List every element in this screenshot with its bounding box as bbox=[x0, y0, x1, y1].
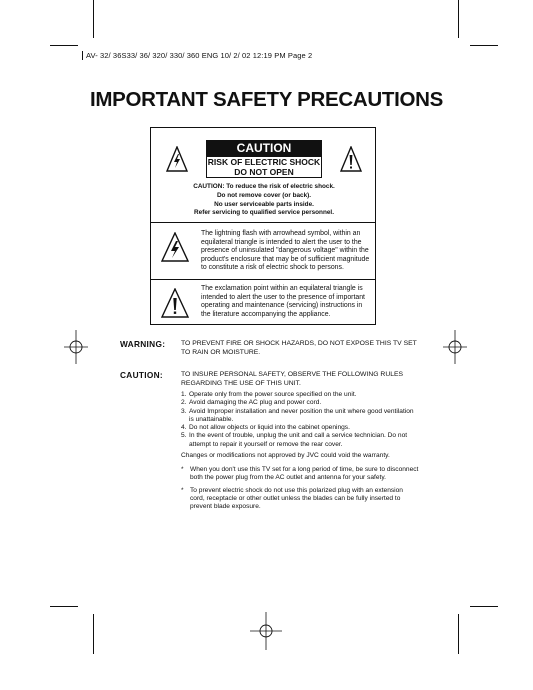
caution-line-4: Refer servicing to qualified service personnel. bbox=[194, 209, 334, 217]
list-item: 5. In the event of trouble, unplug the unit and call a service technician. Do not attempt to repair it yourself or remove the rear cover. bbox=[181, 432, 408, 448]
list-item: 4. Do not allow objects or liquid into the cabinet openings. bbox=[181, 424, 350, 432]
crop-mark-bottom-right-vertical bbox=[458, 614, 459, 654]
warning-label: WARNING: bbox=[120, 339, 166, 349]
crop-mark-bottom-left-vertical bbox=[93, 614, 94, 654]
caution-instructions bbox=[155, 183, 373, 218]
caution-header-bar: CAUTION bbox=[206, 140, 322, 157]
bullet-item: * To prevent electric shock do not use this polarized plug with an extension cord, receptacle or other outlet unless the blades can be fully inserted to prevent blade exposure. bbox=[181, 486, 403, 511]
exclamation-warning-icon bbox=[340, 146, 362, 172]
caution-text: TO INSURE PERSONAL SAFETY, OBSERVE THE FOLLOWING RULES REGARDING THE USE OF THIS UNIT. bbox=[181, 371, 404, 387]
crop-mark-bottom-right-horizontal bbox=[470, 606, 498, 607]
registration-mark-left bbox=[64, 330, 88, 364]
list-item: 3. Avoid Improper installation and never position the unit where good ventilation is unattainable. bbox=[181, 407, 414, 423]
risk-line-2: DO NOT OPEN bbox=[234, 166, 294, 177]
warning-text: TO PREVENT FIRE OR SHOCK HAZARDS, DO NOT EXPOSE THIS TV SET TO RAIN OR MOISTURE. bbox=[181, 340, 417, 356]
exclamation-triangle-icon bbox=[161, 288, 189, 318]
registration-mark-right bbox=[443, 330, 467, 364]
divider bbox=[151, 222, 375, 223]
changes-note: Changes or modifications not approved by JVC could void the warranty. bbox=[181, 452, 390, 459]
risk-of-shock-box bbox=[206, 156, 322, 178]
bullet-item: * When you don't use this TV set for a long period of time, be sure to disconnect both the power plug from the AC outlet and antenna for your safety. bbox=[181, 466, 419, 482]
list-item: 1. Operate only from the power source specified on the unit. bbox=[181, 391, 357, 398]
safety-rules-list bbox=[181, 391, 419, 449]
caution-label: CAUTION: bbox=[120, 370, 163, 380]
exclamation-symbol-description: The exclamation point within an equilateral triangle is intended to alert the user to the presence of important operating and maintenance (servicing) instructions in the literature accompanying the appliance. bbox=[201, 285, 365, 318]
safety-bullets bbox=[181, 466, 419, 511]
caution-line-1: CAUTION: To reduce the risk of electric shock. bbox=[193, 183, 335, 190]
divider bbox=[151, 279, 375, 280]
crop-mark-top-right-vertical bbox=[458, 0, 459, 38]
crop-mark-top-right-horizontal bbox=[470, 45, 498, 46]
caution-line-3: No user serviceable parts inside. bbox=[214, 200, 314, 208]
crop-mark-top-left-vertical bbox=[93, 0, 94, 38]
crop-mark-top-left-horizontal bbox=[50, 45, 78, 46]
lightning-triangle-icon bbox=[161, 232, 189, 262]
caution-label-box bbox=[150, 127, 376, 325]
caution-line-2: Do not remove cover (or back). bbox=[216, 191, 312, 199]
risk-line-1: RISK OF ELECTRIC SHOCK bbox=[207, 157, 321, 167]
lightning-symbol-description: The lightning flash with arrowhead symbol, within an equilateral triangle is intended to alert the user to the presence of uninsulated "dangerous voltage" within the product's enclosure that may be of sufficient magnitude to constitute a risk of electric shock to persons. bbox=[201, 230, 370, 272]
page-title: IMPORTANT SAFETY PRECAUTIONS bbox=[89, 88, 444, 111]
print-slug-header: AV- 32/ 36S33/ 36/ 320/ 330/ 360 ENG 10/ 2/ 02 12:19 PM Page 2 bbox=[82, 51, 312, 60]
registration-mark-bottom bbox=[250, 612, 282, 650]
crop-mark-bottom-left-horizontal bbox=[50, 606, 78, 607]
lightning-warning-icon bbox=[166, 146, 188, 172]
list-item: 2. Avoid damaging the AC plug and power cord. bbox=[181, 399, 322, 407]
